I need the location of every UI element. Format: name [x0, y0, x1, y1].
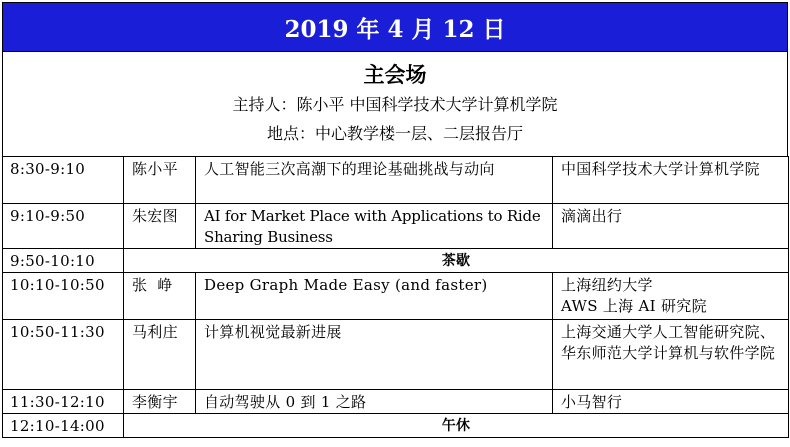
speaker-cell: 朱宏图 [124, 204, 196, 249]
org-line: AWS 上海 AI 研究院 [561, 297, 707, 315]
org-cell: 小马智行 [553, 390, 789, 414]
time-cell: 11:30-12:10 [3, 390, 124, 414]
time-cell: 9:10-9:50 [3, 204, 124, 249]
break-cell: 午休 [124, 414, 789, 438]
table-row [3, 204, 789, 249]
time-cell: 9:50-10:10 [3, 249, 124, 273]
time-cell: 8:30-9:10 [3, 157, 124, 204]
venue-title: 主会场 [363, 63, 427, 87]
talk-cell: 计算机视觉最新进展 [196, 320, 553, 390]
location-line: 地点：中心教学楼一层、二层报告厅 [266, 124, 523, 143]
table-row [3, 414, 789, 438]
org-cell: 滴滴出行 [553, 204, 789, 249]
speaker-cell: 马利庄 [124, 320, 196, 390]
talk-cell: 自动驾驶从 0 到 1 之路 [196, 390, 553, 414]
talk-cell: Deep Graph Made Easy (and faster) [196, 273, 553, 320]
org-cell: 中国科学技术大学计算机学院 [553, 157, 789, 204]
venue-info [2, 52, 788, 156]
schedule-table [2, 156, 789, 438]
talk-cell: 人工智能三次高潮下的理论基础挑战与动向 [196, 157, 553, 204]
table-row [3, 390, 789, 414]
speaker-cell: 张 峥 [124, 273, 196, 320]
speaker-cell: 陈小平 [124, 157, 196, 204]
org-cell [553, 273, 789, 320]
time-cell: 10:10-10:50 [3, 273, 124, 320]
table-row [3, 249, 789, 273]
table-row [3, 157, 789, 204]
org-cell: 上海交通大学人工智能研究院、华东师范大学计算机与软件学院 [553, 320, 789, 390]
talk-cell: AI for Market Place with Applications to Ride Sharing Business [196, 204, 553, 249]
break-cell: 茶歇 [124, 249, 789, 273]
table-row [3, 273, 789, 320]
date-header: 2019 年 4 月 12 日 [2, 2, 788, 52]
speaker-cell: 李衡宇 [124, 390, 196, 414]
time-cell: 12:10-14:00 [3, 414, 124, 438]
time-cell: 10:50-11:30 [3, 320, 124, 390]
org-line: 上海纽约大学 [561, 276, 653, 294]
table-row [3, 320, 789, 390]
host-line: 主持人：陈小平 中国科学技术大学计算机学院 [232, 95, 558, 114]
